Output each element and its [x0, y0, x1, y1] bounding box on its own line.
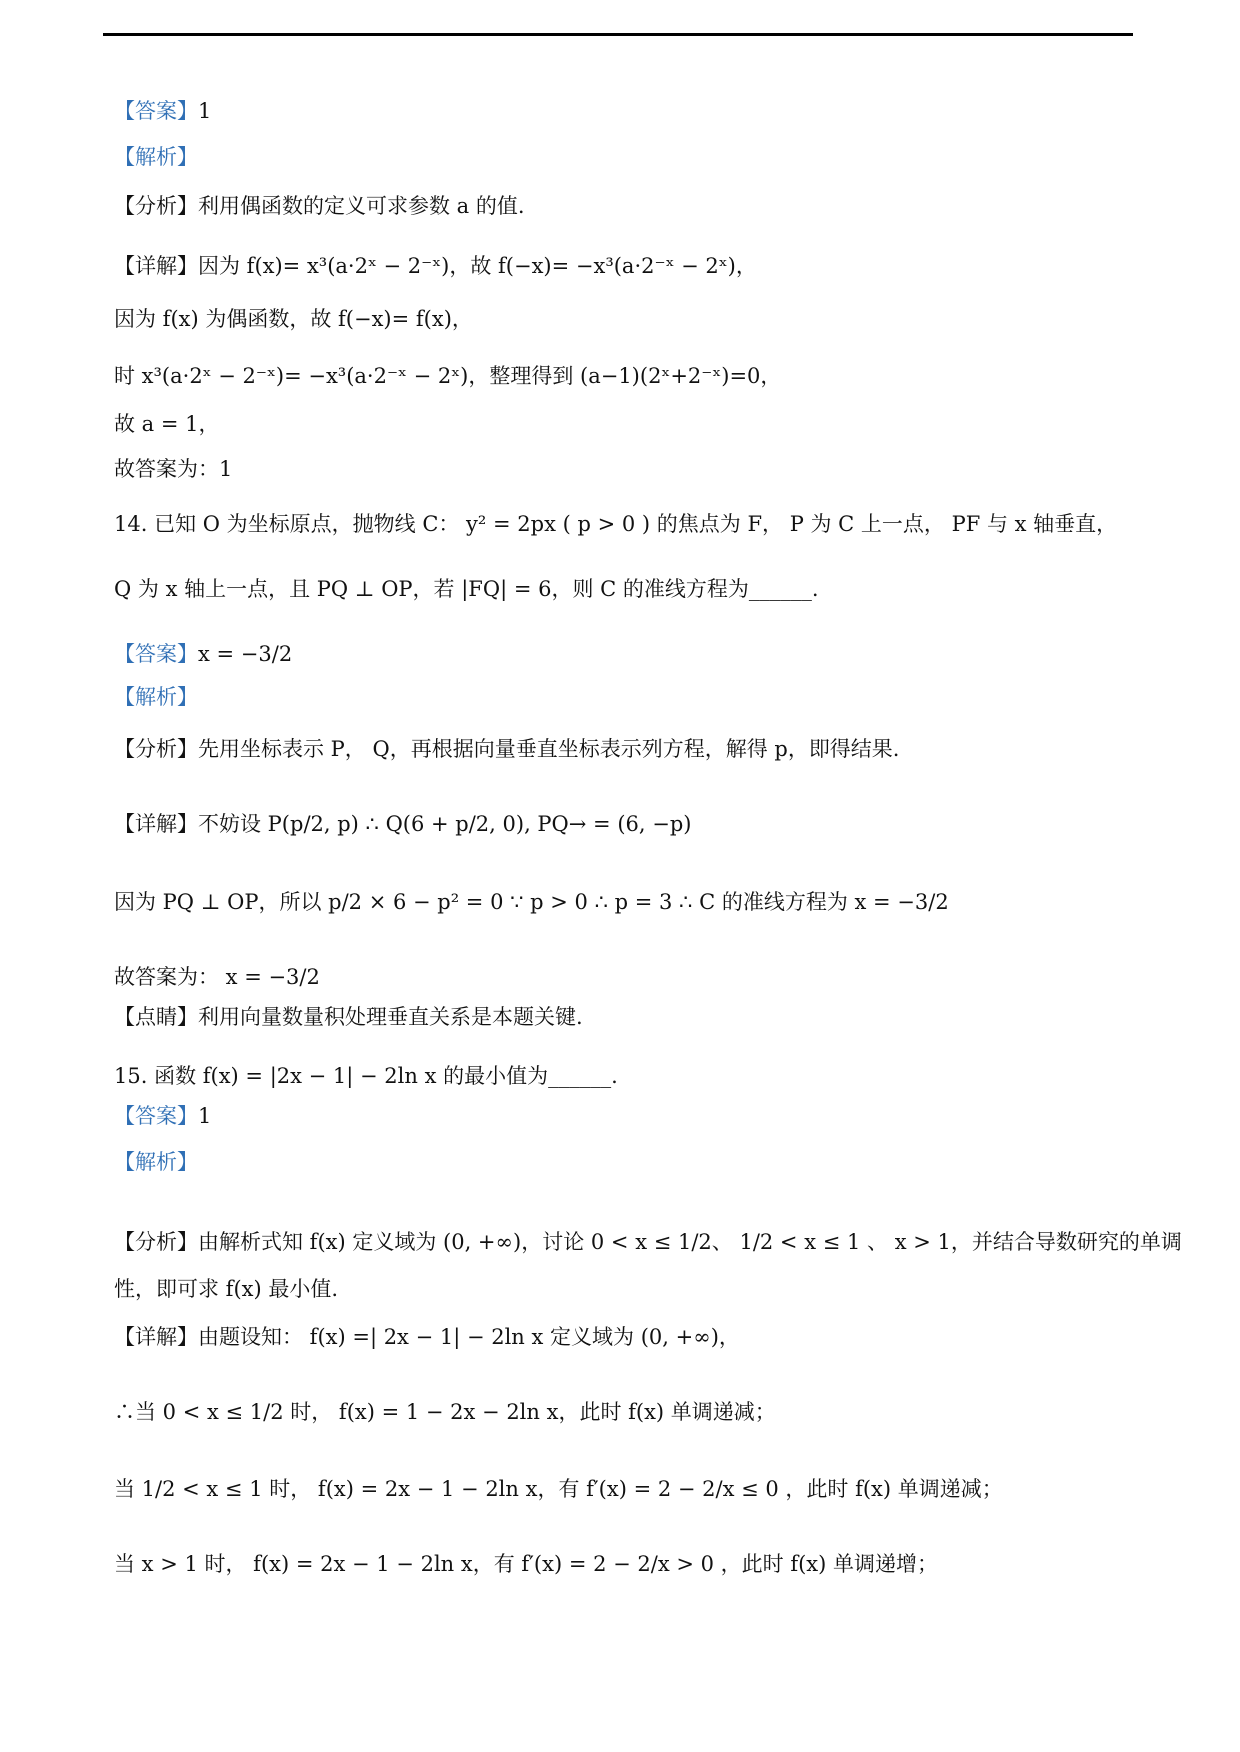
answer-tag: 【答案】: [114, 1104, 198, 1128]
detail-line-14a: [114, 810, 1134, 838]
answer-text: x = −3/2: [198, 642, 293, 666]
question-text: 14. 已知 O 为坐标原点，抛物线 C： y² = 2px ( p > 0 ) 的焦点为 F， P 为 C 上一点， PF 与 x 轴垂直，: [114, 512, 1118, 536]
analysis-header-14: [114, 683, 1134, 711]
analysis-tag: 【解析】: [114, 685, 198, 709]
analysis-header-13: [114, 143, 1134, 171]
detail-text: 故 a = 1，: [114, 412, 220, 436]
analysis-line-15b: [114, 1275, 1134, 1303]
final-answer-13: [114, 455, 1134, 483]
question-text: Q 为 x 轴上一点，且 PQ ⊥ OP，若 |FQ| = 6，则 C 的准线方程为______.: [114, 577, 819, 601]
key-point-14: [114, 1003, 1134, 1031]
detail-line-15a: [114, 1323, 1134, 1351]
header-rule: [103, 33, 1133, 36]
answer-line-14: [114, 640, 1134, 668]
detail-line-15d: [114, 1550, 1134, 1578]
analysis-label: 【分析】: [114, 1230, 198, 1254]
question-text: 15. 函数 f(x) = |2x − 1| − 2ln x 的最小值为______.: [114, 1064, 618, 1088]
detail-line-14b: [114, 888, 1134, 916]
detail-line-15b: [114, 1398, 1134, 1426]
final-answer-text: 故答案为： x = −3/2: [114, 965, 320, 989]
detail-text: ∴当 0 < x ≤ 1/2 时， f(x) = 1 − 2x − 2ln x，此时 f(x) 单调递减；: [114, 1400, 776, 1424]
answer-tag: 【答案】: [114, 99, 198, 123]
final-answer-text: 故答案为：1: [114, 457, 233, 481]
analysis-text: 先用坐标表示 P， Q，再根据向量垂直坐标表示列方程，解得 p，即得结果.: [198, 737, 900, 761]
question-14-line-2: [114, 575, 1134, 603]
analysis-text: 利用偶函数的定义可求参数 a 的值.: [198, 194, 525, 218]
detail-line-13c: [114, 362, 1134, 390]
analysis-tag: 【解析】: [114, 1150, 198, 1174]
analysis-text: 由解析式知 f(x) 定义域为 (0, +∞)，讨论 0 < x ≤ 1/2、 1/2 < x ≤ 1 、 x > 1，并结合导数研究的单调: [198, 1230, 1182, 1254]
detail-text: 当 x > 1 时， f(x) = 2x − 1 − 2ln x，有 f′(x) = 2 − 2/x > 0 ，此时 f(x) 单调递增；: [114, 1552, 939, 1576]
answer-text: 1: [198, 99, 212, 123]
answer-line-15: [114, 1102, 1134, 1130]
analysis-tag: 【解析】: [114, 145, 198, 169]
question-14-line-1: [114, 510, 1134, 538]
detail-text: 因为 f(x) 为偶函数，故 f(−x)= f(x)，: [114, 307, 473, 331]
detail-text: 时 x³(a·2ˣ − 2⁻ˣ)= −x³(a·2⁻ˣ − 2ˣ)，整理得到 (a−1)(2ˣ+2⁻ˣ)=0，: [114, 364, 782, 388]
answer-text: 1: [198, 1104, 212, 1128]
detail-text: 因为 f(x)= x³(a·2ˣ − 2⁻ˣ)，故 f(−x)= −x³(a·2⁻ˣ − 2ˣ)，: [198, 254, 757, 278]
key-point-label: 【点睛】: [114, 1005, 198, 1029]
analysis-header-15: [114, 1148, 1134, 1176]
detail-line-13a: [114, 252, 1134, 280]
analysis-line-13: [114, 192, 1134, 220]
analysis-text: 性，即可求 f(x) 最小值.: [114, 1277, 339, 1301]
analysis-label: 【分析】: [114, 194, 198, 218]
analysis-label: 【分析】: [114, 737, 198, 761]
key-point-text: 利用向量数量积处理垂直关系是本题关键.: [198, 1005, 583, 1029]
detail-text: 不妨设 P(p/2, p) ∴ Q(6 + p/2, 0), PQ→ = (6, −p): [198, 812, 692, 836]
detail-line-15c: [114, 1475, 1134, 1503]
detail-label: 【详解】: [114, 254, 198, 278]
final-answer-14: [114, 963, 1134, 991]
question-15: [114, 1062, 1134, 1090]
detail-text: 因为 PQ ⊥ OP，所以 p/2 × 6 − p² = 0 ∵ p > 0 ∴ p = 3 ∴ C 的准线方程为 x = −3/2: [114, 890, 949, 914]
detail-text: 当 1/2 < x ≤ 1 时， f(x) = 2x − 1 − 2ln x，有 f′(x) = 2 − 2/x ≤ 0 ，此时 f(x) 单调递减；: [114, 1477, 1003, 1501]
detail-label: 【详解】: [114, 1325, 198, 1349]
detail-label: 【详解】: [114, 812, 198, 836]
analysis-line-14: [114, 735, 1134, 763]
detail-text: 由题设知： f(x) =| 2x − 1| − 2ln x 定义域为 (0, +∞)，: [198, 1325, 740, 1349]
answer-tag: 【答案】: [114, 642, 198, 666]
detail-line-13d: [114, 410, 1134, 438]
detail-line-13b: [114, 305, 1134, 333]
answer-line-13: [114, 97, 1134, 125]
analysis-line-15a: [114, 1228, 1182, 1256]
